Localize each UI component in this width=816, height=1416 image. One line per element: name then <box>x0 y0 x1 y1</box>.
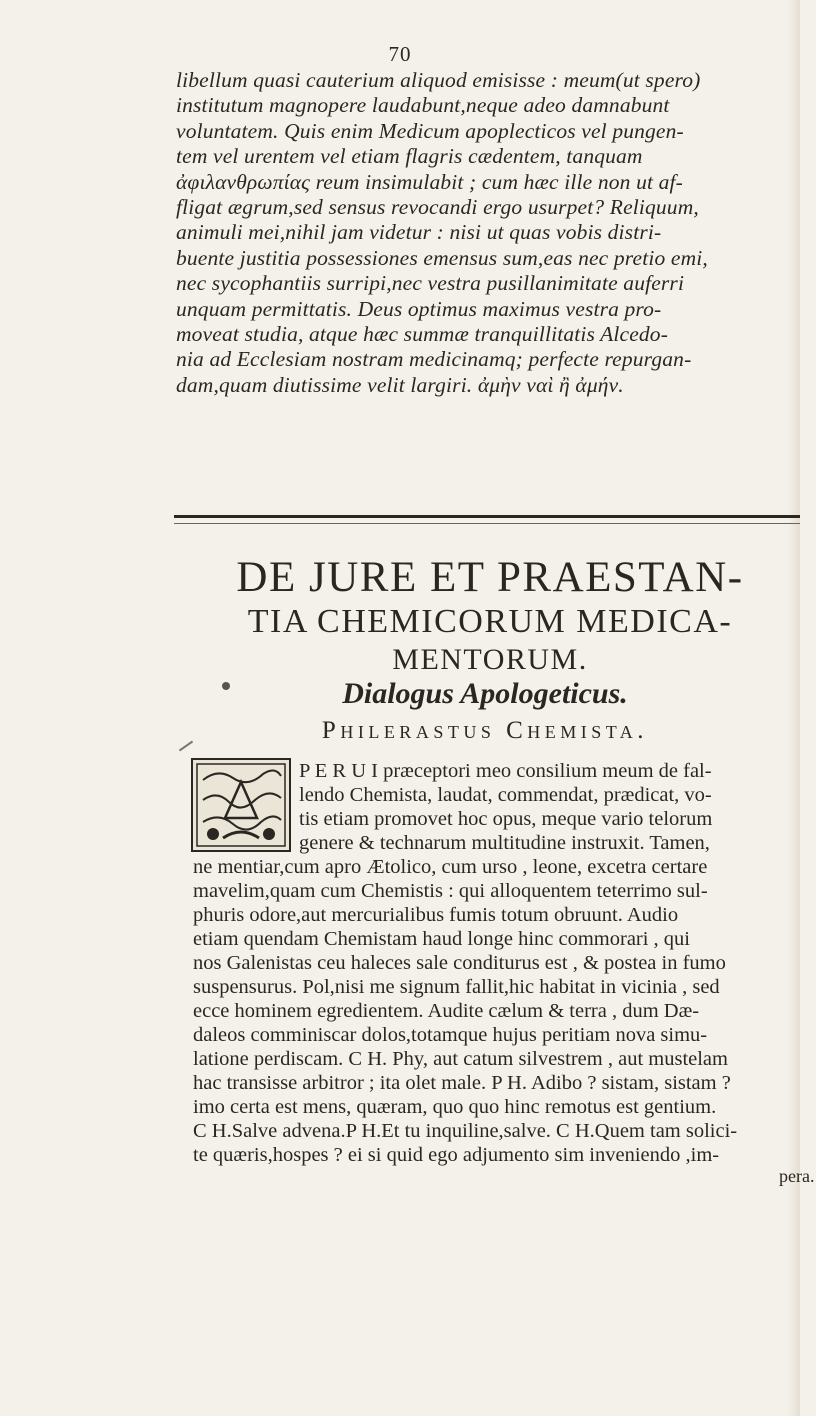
text-line: ne mentiar,cum apro Ætolico, cum urso , leone, excetra certare <box>193 856 708 878</box>
text-line: nia ad Ecclesiam nostram medicinamq; perfecte repurgan- <box>176 347 692 372</box>
section-title-line-3: MENTORUM. <box>392 643 588 676</box>
text-line: hac transisse arbitror ; ita olet male. P H. Adibo ? sistam, sistam ? <box>193 1072 731 1094</box>
text-line: etiam quendam Chemistam haud longe hinc commorari , qui <box>193 928 691 950</box>
text-line: fligat ægrum,sed sensus revocandi ergo usurpet? Reliquum, <box>176 195 699 220</box>
dialogue-speakers: Philerastus Chemista. <box>321 717 649 744</box>
text-line: unquam permittatis. Deus optimus maximus vestra pro- <box>176 296 662 321</box>
text-line: ἀφιλανθρωπίας reum insimulabit ; cum hæc ille non ut af- <box>176 169 683 194</box>
text-line: dam,quam diutissime velit largiri. ἀμὴν ναὶ ἢ ἀμήν. <box>176 372 624 397</box>
text-line: moveat studia, atque hæc summæ tranquillitatis Alcedo- <box>176 322 669 347</box>
text-line: libellum quasi cauterium aliquod emisisse : meum(ut spero) <box>176 68 701 92</box>
text-line: voluntatem. Quis enim Medicum apoplecticos vel pungen- <box>176 118 684 143</box>
text-line: nec sycophantiis surripi,nec vestra pusillanimitate auferri <box>176 271 685 296</box>
text-line: suspensurus. Pol,nisi me signum fallit,hic habitat in vicinia , sed <box>193 976 720 998</box>
section-title-line-2: TIA CHEMICORUM MEDICA- <box>247 603 733 640</box>
text-line: buente justitia possessiones emensus sum,eas nec pretio emi, <box>176 245 708 270</box>
text-line: imo certa est mens, quæram, quo quo hinc remotus est gentium. <box>193 1096 717 1118</box>
ornament-icon <box>193 760 289 850</box>
catchword: pera. <box>779 1166 815 1186</box>
text-line: latione perdiscam. C H. Phy, aut catum silvestrem , aut mustelam <box>193 1048 728 1070</box>
text-line: daleos comminiscar dolos,totamque hujus peritiam nova simu- <box>193 1024 708 1046</box>
section-divider-rule <box>174 515 800 524</box>
text-line: animuli mei,nihil jam videtur : nisi ut quas vobis distri- <box>176 220 662 245</box>
text-line: C H.Salve advena.P H.Et tu inquiline,salve. C H.Quem tam solici- <box>193 1120 738 1142</box>
text-line: mavelim,quam cum Chemistis : qui alloquentem teterrimo sul- <box>193 880 708 902</box>
text-line: phuris odore,aut mercurialibus fumis totum obruunt. Audio <box>193 904 679 926</box>
text-line: nos Galenistas ceu haleces sale conditurus est , & postea in fumo <box>193 952 726 974</box>
decorative-initial-icon <box>191 758 291 852</box>
section-subtitle: Dialogus Apologeticus. <box>342 677 628 710</box>
text-line: tis etiam promovet hoc opus, meque vario telorum <box>299 808 713 830</box>
page-number: 70 <box>388 42 412 66</box>
text-line: tem vel urentem vel etiam flagris cædentem, tanquam <box>176 144 643 169</box>
text-line: lendo Chemista, laudat, commendat, prædicat, vo- <box>299 784 712 806</box>
text-line: te quæris,hospes ? ei si quid ego adjumento sim inveniendo ,im- <box>193 1144 720 1166</box>
text-line: genere & technarum multitudine instruxit. Tamen, <box>299 832 710 854</box>
previous-section-text <box>176 68 816 398</box>
text-line: P E R U I præceptori meo consilium meum de fal- <box>299 760 712 782</box>
text-line: ecce hominem egredientem. Audite cælum & terra , dum Dæ- <box>193 1000 700 1022</box>
text-line: institutum magnopere laudabunt,neque adeo damnabunt <box>176 93 670 118</box>
section-title-line-1: DE JURE ET PRAESTAN- <box>236 554 744 601</box>
